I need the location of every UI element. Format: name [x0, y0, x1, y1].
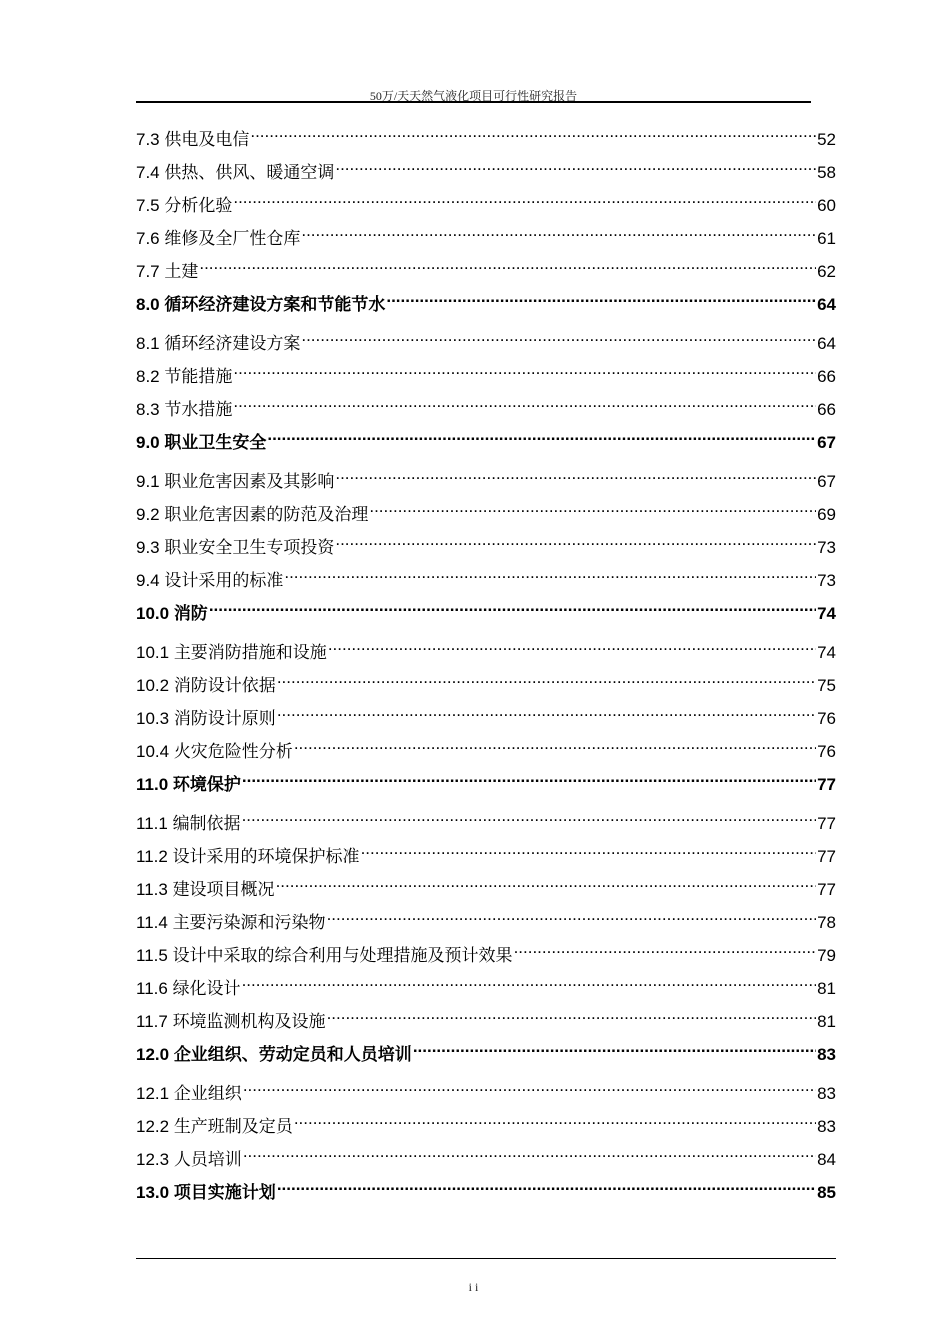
- toc-section-entry[interactable]: [136, 1143, 836, 1176]
- toc-dot-leader: [277, 1181, 816, 1198]
- toc-entry-number: 13.0: [136, 1183, 174, 1202]
- header-title: 50万/天天然气液化项目可行性研究报告: [369, 89, 578, 103]
- toc-dot-leader: [199, 260, 816, 277]
- toc-entry-number: 10.2: [136, 676, 174, 695]
- toc-entry-page: 81: [817, 1012, 836, 1031]
- toc-entry-page: 79: [817, 946, 836, 965]
- toc-section-entry[interactable]: [136, 1005, 836, 1038]
- toc-entry-page: 64: [817, 295, 836, 314]
- toc-dot-leader: [277, 707, 816, 724]
- toc-entry-title: 职业危害因素及其影响: [164, 472, 335, 491]
- toc-entry-number: 8.0: [136, 295, 165, 314]
- toc-dot-leader: [335, 536, 816, 553]
- toc-chapter-entry[interactable]: [136, 1176, 836, 1215]
- toc-entry-number: 7.7: [136, 262, 165, 281]
- toc-section-entry[interactable]: [136, 1077, 836, 1110]
- toc-entry-page: 77: [817, 814, 836, 833]
- toc-entry-page: 66: [817, 400, 836, 419]
- toc-entry-page: 73: [817, 538, 836, 557]
- toc-section-entry[interactable]: [136, 498, 836, 531]
- toc-section-entry[interactable]: [136, 1110, 836, 1143]
- toc-dot-leader: [242, 773, 816, 790]
- toc-entry-number: 11.6: [136, 979, 173, 998]
- toc-dot-leader: [301, 332, 816, 349]
- toc-dot-leader: [277, 674, 816, 691]
- footer-rule: [136, 1258, 836, 1259]
- toc-section-entry[interactable]: [136, 360, 836, 393]
- toc-entry-number: 10.0: [136, 604, 174, 623]
- toc-dot-leader: [361, 845, 817, 862]
- toc-dot-leader: [294, 740, 816, 757]
- toc-entry-title: 消防设计依据: [173, 676, 276, 695]
- toc-section-entry[interactable]: [136, 906, 836, 939]
- toc-section-entry[interactable]: [136, 123, 836, 156]
- toc-section-entry[interactable]: [136, 189, 836, 222]
- toc-dot-leader: [243, 1148, 816, 1165]
- toc-entry-number: 12.1: [136, 1084, 174, 1103]
- toc-dot-leader: [209, 602, 816, 619]
- toc-entry-title: 设计中采取的综合利用与处理措施及预计效果: [172, 946, 513, 965]
- toc-entry-page: 76: [817, 742, 836, 761]
- toc-dot-leader: [327, 1010, 817, 1027]
- toc-section-entry[interactable]: [136, 255, 836, 288]
- toc-entry-page: 52: [817, 130, 836, 149]
- toc-entry-page: 67: [817, 472, 836, 491]
- toc-entry-number: 8.2: [136, 367, 165, 386]
- toc-entry-page: 77: [817, 847, 836, 866]
- toc-entry-number: 11.1: [136, 814, 173, 833]
- toc-entry-number: 11.3: [136, 880, 173, 899]
- toc-entry-number: 12.2: [136, 1117, 174, 1136]
- toc-entry-number: 9.1: [136, 472, 165, 491]
- toc-dot-leader: [233, 398, 816, 415]
- toc-dot-leader: [233, 194, 816, 211]
- toc-entry-page: 66: [817, 367, 836, 386]
- toc-entry-page: 77: [817, 775, 836, 794]
- toc-entry-page: 81: [817, 979, 836, 998]
- toc-entry-page: 85: [817, 1183, 836, 1202]
- toc-entry-title: 消防: [173, 604, 208, 623]
- toc-chapter-entry[interactable]: [136, 288, 836, 327]
- toc-entry-number: 9.3: [136, 538, 165, 557]
- toc-entry-number: 8.3: [136, 400, 165, 419]
- toc-dot-leader: [294, 1115, 816, 1132]
- toc-section-entry[interactable]: [136, 222, 836, 255]
- toc-entry-title: 环境监测机构及设施: [172, 1012, 326, 1031]
- toc-entry-number: 12.0: [136, 1045, 174, 1064]
- toc-entry-page: 83: [817, 1045, 836, 1064]
- toc-chapter-entry[interactable]: [136, 1038, 836, 1077]
- toc-entry-title: 主要污染源和污染物: [172, 913, 326, 932]
- toc-entry-page: 64: [817, 334, 836, 353]
- toc-entry-title: 生产班制及定员: [173, 1117, 293, 1136]
- toc-entry-title: 编制依据: [172, 814, 241, 833]
- toc-entry-title: 职业安全卫生专项投资: [164, 538, 335, 557]
- toc-entry-title: 消防设计原则: [173, 709, 276, 728]
- toc-section-entry[interactable]: [136, 393, 836, 426]
- header-rule: [136, 101, 811, 103]
- toc-dot-leader: [284, 569, 816, 586]
- toc-entry-title: 建设项目概况: [172, 880, 275, 899]
- toc-entry-page: 84: [817, 1150, 836, 1169]
- toc-entry-number: 7.6: [136, 229, 165, 248]
- toc-entry-title: 环境保护: [172, 775, 241, 794]
- toc-entry-page: 60: [817, 196, 836, 215]
- toc-entry-title: 维修及全厂性仓库: [164, 229, 301, 248]
- toc-dot-leader: [250, 128, 816, 145]
- toc-entry-title: 企业组织、劳动定员和人员培训: [173, 1045, 412, 1064]
- toc-entry-title: 人员培训: [173, 1150, 242, 1169]
- toc-entry-title: 循环经济建设方案和节能节水: [164, 295, 386, 314]
- toc-entry-number: 9.0: [136, 433, 165, 452]
- toc-section-entry[interactable]: [136, 939, 836, 972]
- toc-entry-title: 土建: [164, 262, 199, 281]
- toc-section-entry[interactable]: [136, 735, 836, 768]
- toc-section-entry[interactable]: [136, 327, 836, 360]
- toc-entry-title: 项目实施计划: [173, 1183, 276, 1202]
- toc-dot-leader: [369, 503, 816, 520]
- toc-dot-leader: [328, 641, 816, 658]
- toc-entry-number: 11.7: [136, 1012, 173, 1031]
- toc-entry-number: 9.4: [136, 571, 165, 590]
- toc-entry-title: 供电及电信: [164, 130, 250, 149]
- toc-section-entry[interactable]: [136, 564, 836, 597]
- toc-chapter-entry[interactable]: [136, 768, 836, 807]
- toc-section-entry[interactable]: [136, 465, 836, 498]
- toc-entry-page: 76: [817, 709, 836, 728]
- toc-entry-page: 58: [817, 163, 836, 182]
- toc-entry-number: 11.5: [136, 946, 173, 965]
- toc-entry-page: 69: [817, 505, 836, 524]
- toc-entry-number: 7.4: [136, 163, 165, 182]
- toc-entry-number: 11.2: [136, 847, 173, 866]
- toc-dot-leader: [243, 1082, 816, 1099]
- toc-chapter-entry[interactable]: [136, 426, 836, 465]
- toc-entry-page: 61: [817, 229, 836, 248]
- toc-section-entry[interactable]: [136, 702, 836, 735]
- toc-dot-leader: [335, 470, 816, 487]
- toc-dot-leader: [301, 227, 816, 244]
- toc-dot-leader: [413, 1043, 816, 1060]
- footer-page-number: ii: [468, 1280, 482, 1294]
- toc-section-entry[interactable]: [136, 636, 836, 669]
- toc-entry-page: 74: [817, 604, 836, 623]
- toc-entry-number: 7.5: [136, 196, 165, 215]
- toc-entry-page: 67: [817, 433, 836, 452]
- toc-section-entry[interactable]: [136, 807, 836, 840]
- toc-dot-leader: [267, 431, 816, 448]
- toc-entry-title: 设计采用的环境保护标准: [172, 847, 360, 866]
- toc-dot-leader: [514, 944, 817, 961]
- toc-dot-leader: [242, 977, 817, 994]
- toc-chapter-entry[interactable]: [136, 597, 836, 636]
- toc-dot-leader: [386, 293, 816, 310]
- toc-section-entry[interactable]: [136, 156, 836, 189]
- toc-section-entry[interactable]: [136, 669, 836, 702]
- toc-dot-leader: [233, 365, 816, 382]
- toc-entry-title: 分析化验: [164, 196, 233, 215]
- toc-entry-title: 循环经济建设方案: [164, 334, 301, 353]
- toc-entry-number: 10.4: [136, 742, 174, 761]
- toc-entry-page: 74: [817, 643, 836, 662]
- toc-section-entry[interactable]: [136, 531, 836, 564]
- toc-entry-title: 企业组织: [173, 1084, 242, 1103]
- toc-entry-page: 83: [817, 1084, 836, 1103]
- toc-entry-number: 9.2: [136, 505, 165, 524]
- toc-dot-leader: [242, 812, 817, 829]
- toc-entry-page: 75: [817, 676, 836, 695]
- toc-entry-page: 83: [817, 1117, 836, 1136]
- toc-entry-title: 绿化设计: [172, 979, 241, 998]
- toc-entry-title: 主要消防措施和设施: [173, 643, 327, 662]
- toc-entry-number: 11.4: [136, 913, 173, 932]
- toc-section-entry[interactable]: [136, 840, 836, 873]
- toc-entry-number: 11.0: [136, 775, 173, 794]
- toc-entry-title: 火灾危险性分析: [173, 742, 293, 761]
- toc-entry-title: 供热、供风、暖通空调: [164, 163, 335, 182]
- toc-entry-number: 10.1: [136, 643, 174, 662]
- toc-entry-page: 77: [817, 880, 836, 899]
- toc-entry-title: 节水措施: [164, 400, 233, 419]
- toc-entry-page: 73: [817, 571, 836, 590]
- toc-section-entry[interactable]: [136, 972, 836, 1005]
- toc-dot-leader: [327, 911, 817, 928]
- toc-entry-title: 节能措施: [164, 367, 233, 386]
- toc-entry-title: 设计采用的标准: [164, 571, 284, 590]
- toc-entry-title: 职业卫生安全: [164, 433, 267, 452]
- toc-entry-number: 12.3: [136, 1150, 174, 1169]
- toc-dot-leader: [276, 878, 817, 895]
- toc-section-entry[interactable]: [136, 873, 836, 906]
- toc-entry-number: 10.3: [136, 709, 174, 728]
- toc-dot-leader: [335, 161, 816, 178]
- toc-entry-page: 62: [817, 262, 836, 281]
- toc-entry-number: 7.3: [136, 130, 165, 149]
- toc-entry-page: 78: [817, 913, 836, 932]
- toc-entry-title: 职业危害因素的防范及治理: [164, 505, 369, 524]
- toc-entry-number: 8.1: [136, 334, 165, 353]
- table-of-contents: [136, 123, 836, 1215]
